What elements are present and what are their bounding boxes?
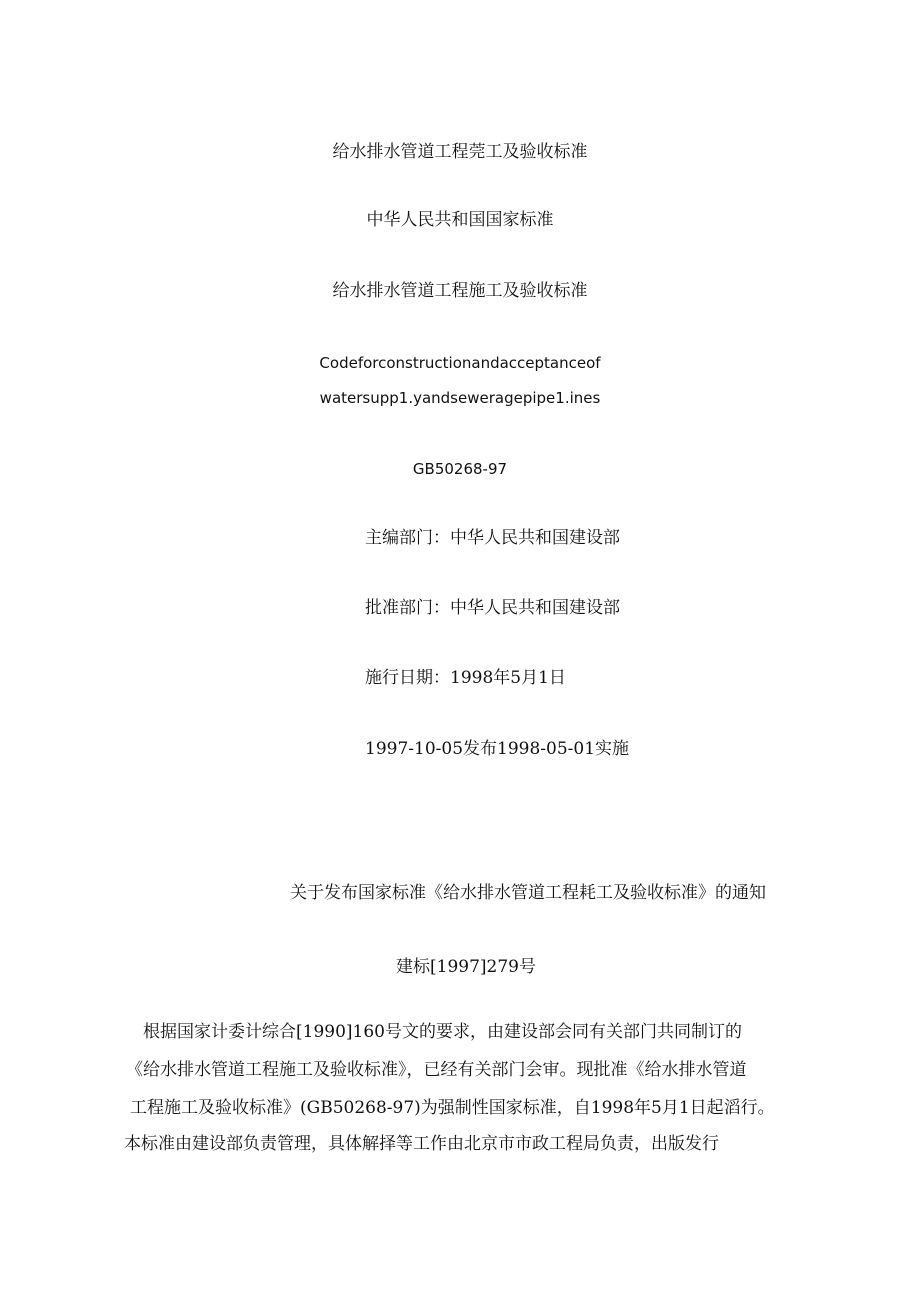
- standard-code: GB50268-97: [412, 460, 508, 478]
- chief-editor-department: 主编部门：中华人民共和国建设部: [365, 528, 620, 548]
- cover-title-line1: 给水排水管道工程莞工及验收标准: [332, 142, 588, 162]
- english-title-line2: watersupp1.yandseweragepipe1.ines: [319, 389, 601, 407]
- cover-title-line3: 给水排水管道工程施工及验收标准: [332, 281, 588, 301]
- release-implementation-dates: 1997-10-05发布1998-05-01实施: [365, 739, 630, 759]
- notice-paragraph-line: 本标准由建设部负责管理，具体解择等工作由北京市市政工程局负责，出版发行: [124, 1134, 719, 1154]
- notice-paragraph-line: 工程施工及验收标准》(GB50268-97)为强制性国家标准，自1998年5月1日起滔行。: [130, 1098, 775, 1118]
- cover-title-line2: 中华人民共和国国家标准: [366, 210, 554, 230]
- effective-date: 施行日期：1998年5月1日: [365, 668, 566, 688]
- notice-title: 关于发布国家标准《给水排水管道工程耗工及验收标准》的通知: [290, 883, 766, 903]
- approving-department: 批准部门：中华人民共和国建设部: [365, 598, 620, 618]
- notice-paragraph-line: 《给水排水管道工程施工及验收标准》，已经有关部门会审。现批准《给水排水管道: [126, 1060, 747, 1080]
- english-title-line1: Codeforconstructionandacceptanceof: [319, 354, 601, 372]
- notice-document-number: 建标[1997]279号: [396, 957, 536, 977]
- notice-paragraph-line: 根据国家计委计综合[1990]160号文的要求，由建设部会同有关部门共同制订的: [143, 1022, 742, 1042]
